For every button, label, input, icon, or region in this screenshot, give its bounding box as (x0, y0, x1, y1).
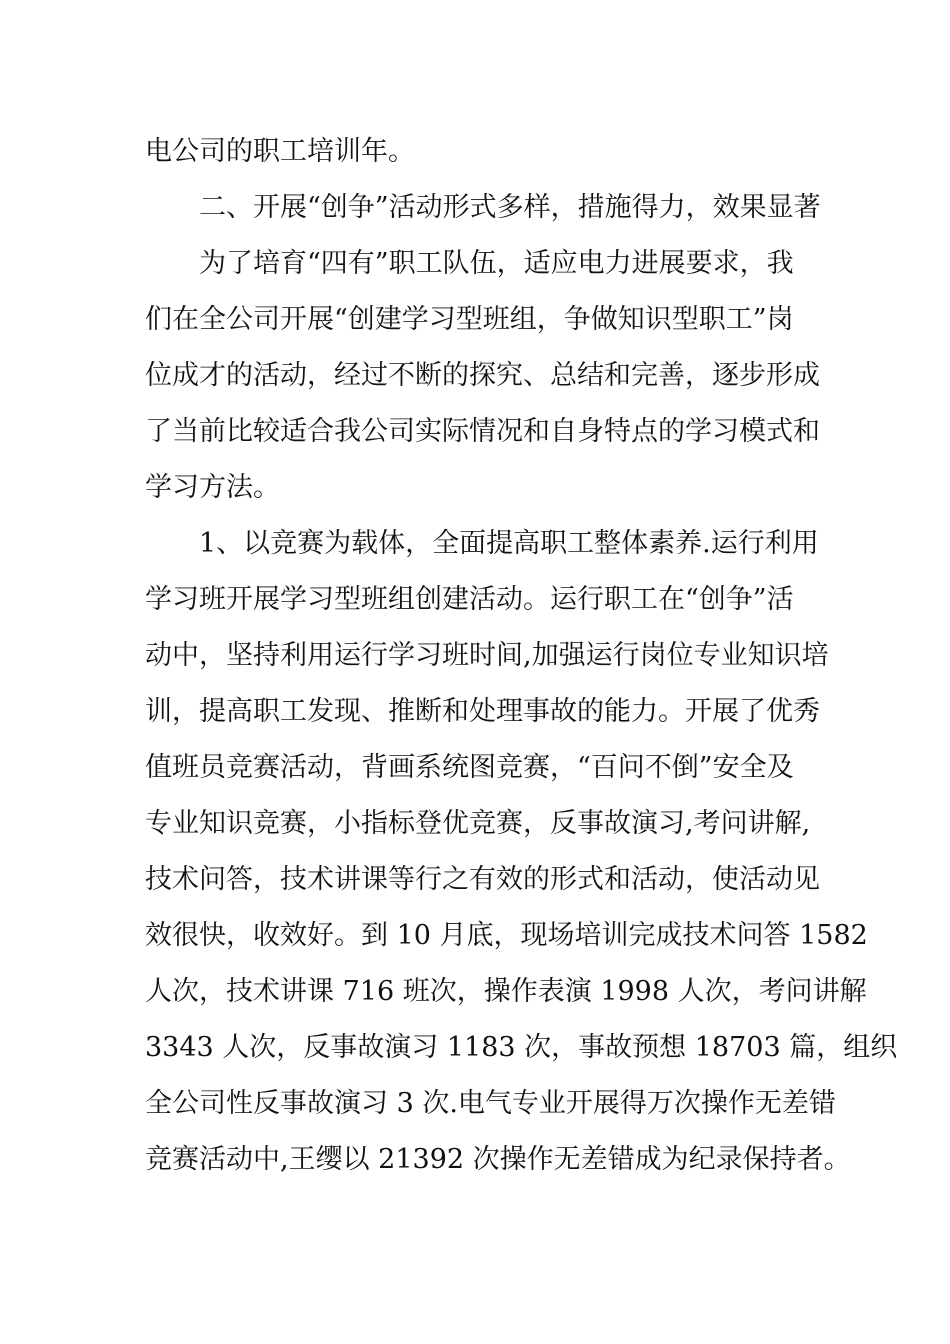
text-line: 为了培育“四有”职工队伍，适应电力进展要求，我 (199, 248, 794, 279)
text-line: 3343 人次，反事故演习 1183 次，事故预想 18703 篇，组织 (145, 1032, 898, 1063)
text-line: 了当前比较适合我公司实际情况和自身特点的学习模式和 (145, 416, 820, 447)
text-line: 值班员竞赛活动，背画系统图竞赛，“百问不倒”安全及 (145, 752, 794, 783)
text-line: 人次，技术讲课 716 班次，操作表演 1998 人次，考问讲解 (145, 976, 867, 1007)
section-heading: 二、开展“创争”活动形式多样，措施得力，效果显著 (199, 192, 821, 223)
text-line: 全公司性反事故演习 3 次.电气专业开展得万次操作无差错 (145, 1088, 836, 1119)
text-line: 效很快，收效好。到 10 月底，现场培训完成技术问答 1582 (145, 920, 868, 951)
text-line: 学习班开展学习型班组创建活动。运行职工在“创争”活 (145, 584, 794, 615)
text-line: 动中，坚持利用运行学习班时间,加强运行岗位专业知识培 (145, 640, 829, 671)
text-line: 竞赛活动中,王缨以 21392 次操作无差错成为纪录保持者。 (145, 1144, 851, 1175)
text-line: 位成才的活动，经过不断的探究、总结和完善，逐步形成 (145, 360, 820, 391)
text-line: 电公司的职工培训年。 (145, 136, 415, 167)
document-body (145, 124, 898, 1188)
subsection-line: 1、以竞赛为载体，全面提高职工整体素养.运行利用 (199, 528, 819, 559)
text-line: 技术问答，技术讲课等行之有效的形式和活动，使活动见 (145, 864, 820, 895)
text-line: 专业知识竞赛，小指标登优竞赛，反事故演习,考问讲解, (145, 808, 811, 839)
text-line: 们在全公司开展“创建学习型班组，争做知识型职工”岗 (145, 304, 794, 335)
text-line: 训，提高职工发现、推断和处理事故的能力。开展了优秀 (145, 696, 820, 727)
text-line: 学习方法。 (145, 472, 280, 503)
